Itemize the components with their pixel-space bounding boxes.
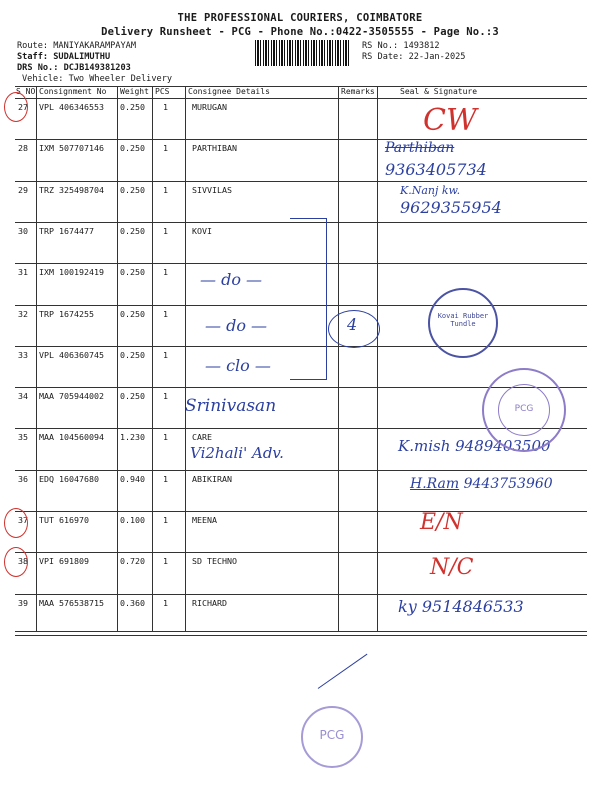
row-sno: 37 [18,515,28,525]
rs-date: RS Date: 22-Jan-2025 [362,52,466,62]
signature-r39: ky 9514846533 [398,597,524,616]
row-consignee: MURUGAN [192,102,227,112]
row-consignment-no: EDQ 16047680 [39,473,99,484]
signature-r28-name: Parthiban [385,140,455,156]
rubber-stamp-1: Kovai Rubber Tundle [428,288,498,358]
row-consignee: SIVVILAS [192,184,232,195]
row-consignment-no: IXM 507707146 [39,143,104,154]
bottom-signature-stroke [318,654,368,689]
row-divider [15,635,587,636]
row-sno: 30 [18,225,28,236]
row-weight: 0.250 [120,225,145,236]
col-header-remarks: Remarks [341,87,375,96]
row-pcs: 1 [163,102,168,112]
row-divider [15,470,587,471]
row-consignment-no: TRP 1674477 [39,225,94,236]
row-pcs: 1 [163,143,168,154]
row-consignee: PARTHIBAN [192,143,237,154]
row-weight: 0.250 [120,391,145,402]
handwriting-r35-consignee: Vi2hali' Adv. [190,444,284,462]
signature-r39-phone: 9514846533 [421,597,524,616]
signature-r34: Srinivasan [185,396,277,416]
bracket-count: 4 [347,315,358,334]
vehicle-label: Vehicle: Two Wheeler Delivery [22,74,173,84]
row-consignment-no: VPL 406346553 [39,102,104,112]
row-consignment-no: MAA 104560094 [39,432,104,443]
row-consignee: ABIKIRAN [192,473,232,484]
signature-r29-phone: 9629355954 [400,198,502,217]
row-weight: 1.230 [120,432,145,443]
signature-r29-name: K.Nanj kw. [400,184,461,197]
row-pcs: 1 [163,349,168,360]
row-divider [15,594,587,595]
col-header-weight: Weight [120,87,149,96]
signature-r38: N/C [430,555,474,580]
row-pcs: 1 [163,473,168,484]
row-consignment-no: TRP 1674255 [39,308,94,319]
row-pcs: 1 [163,267,168,278]
row-consignee: MEENA [192,515,217,525]
row-pcs: 1 [163,515,168,525]
row-weight: 0.250 [120,102,145,112]
drs-label: DRS No.: DCJB149381203 [17,63,131,73]
row-weight: 0.940 [120,473,145,484]
ditto-r33: — clo — [205,356,271,375]
row-pcs: 1 [163,556,168,567]
row-pcs: 1 [163,184,168,195]
col-header-consignee: Consignee Details [188,87,270,96]
row-consignment-no: MAA 576538715 [39,597,104,608]
route-label: Route: MANIYAKARAMPAYAM [17,41,136,51]
row-weight: 0.360 [120,597,145,608]
signature-r37: E/N [420,510,463,535]
row-weight: 0.250 [120,267,145,278]
row-sno: 32 [18,308,28,319]
row-sno: 34 [18,391,28,402]
row-sno: 36 [18,473,28,484]
ditto-r31: — do — [200,270,263,289]
row-pcs: 1 [163,225,168,236]
row-divider [15,139,587,140]
pcg-stamp-bottom: PCG [301,706,363,768]
row-sno: 35 [18,432,28,443]
row-weight: 0.100 [120,515,145,525]
row-consignment-no: TRZ 325498704 [39,184,104,195]
col-header-consignment: Consignment No [39,87,107,96]
row-consignment-no: VPL 406360745 [39,349,104,360]
row-divider [15,511,587,512]
row-sno: 39 [18,597,28,608]
row-sno: 27 [18,102,28,112]
row-weight: 0.250 [120,143,145,154]
row-sno: 33 [18,349,28,360]
row-consignment-no: IXM 100192419 [39,267,104,278]
row-consignee: KOVI [192,225,212,236]
ditto-r32: — do — [205,316,268,335]
signature-r35: K.mish 9489403500 [398,437,551,455]
barcode-image [255,40,350,66]
rubber-stamp-2: PCG [482,368,566,452]
row-weight: 0.250 [120,184,145,195]
red-circle-r38 [4,547,28,577]
row-divider [15,181,587,182]
row-consignment-no: TUT 616970 [39,515,89,525]
row-weight: 0.720 [120,556,145,567]
row-consignment-no: VPI 691809 [39,556,89,567]
runsheet-subtitle: Delivery Runsheet - PCG - Phone No.:0422-3505555 - Page No.:3 [101,26,499,38]
signature-r36-phone: 9443753960 [463,476,553,492]
row-consignee: SD TECHNO [192,556,237,567]
row-consignee: RICHARD [192,597,227,608]
col-header-signature: Seal & Signature [400,87,478,96]
rs-number: RS No.: 1493812 [362,41,440,51]
col-header-pcs: PCS [155,87,170,96]
row-weight: 0.250 [120,308,145,319]
red-circle-r27 [4,92,28,122]
company-title: THE PROFESSIONAL COURIERS, COIMBATORE [177,12,423,24]
signature-r27: CW [423,103,477,138]
row-sno: 31 [18,267,28,278]
row-sno: 29 [18,184,28,195]
row-pcs: 1 [163,391,168,402]
row-sno: 28 [18,143,28,154]
row-divider [15,552,587,553]
red-circle-r37 [4,508,28,538]
signature-r28-phone: 9363405734 [385,160,487,179]
row-consignment-no: MAA 705944002 [39,391,104,402]
bracket-mark [290,218,327,380]
row-pcs: 1 [163,597,168,608]
signature-r36: H.Ram 9443753960 [410,476,553,492]
row-pcs: 1 [163,432,168,443]
staff-label: Staff: SUDALIMUTHU [17,52,111,62]
row-sno: 38 [18,556,28,567]
col-header-sno: S NO [16,87,36,96]
row-consignee: CARE [192,432,212,443]
row-weight: 0.250 [120,349,145,360]
row-pcs: 1 [163,308,168,319]
